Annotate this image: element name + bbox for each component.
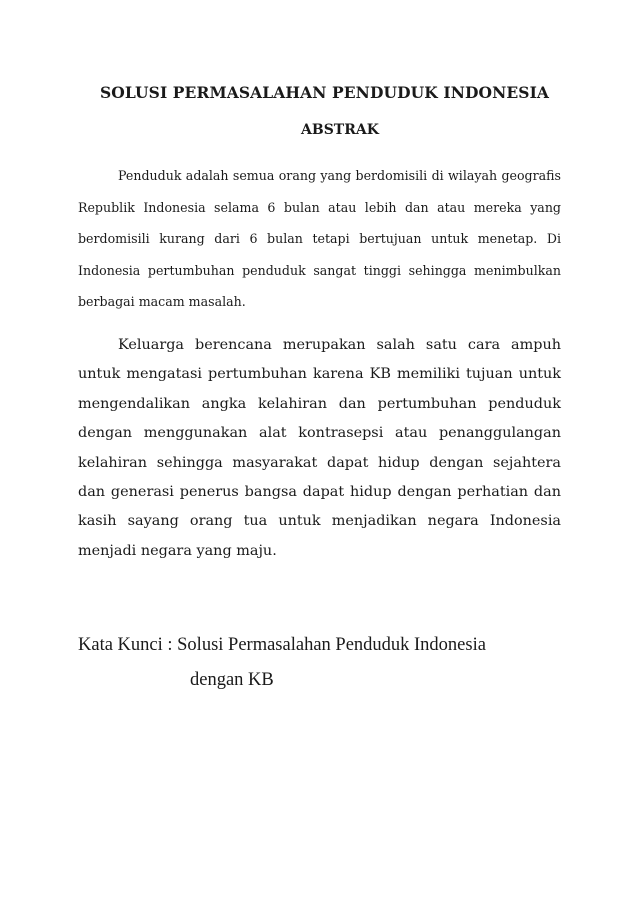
abstract-heading: ABSTRAK [301, 122, 379, 138]
keywords-line-1: Kata Kunci : Solusi Permasalahan Penduduk Indonesia [78, 635, 486, 655]
abstract-paragraph-2: Keluarga berencana merupakan salah satu cara ampuh untuk mengatasi pertumbuhan karena KB memiliki tujuan untuk mengendalikan angka kelahiran dan pertumbuhan penduduk dengan menggunakan alat kontrasepsi atau penanggulangan kelahiran sehingga masyarakat dapat hidup dengan sejahtera dan generasi penerus bangsa dapat hidup dengan perhatian dan kasih sayang orang tua untuk menjadikan negara Indonesia menjadi negara yang maju. [78, 337, 561, 559]
document-title: SOLUSI PERMASALAHAN PENDUDUK INDONESIA [100, 83, 550, 102]
abstract-paragraph-1: Penduduk adalah semua orang yang berdomisili di wilayah geografis Republik Indonesia selama 6 bulan atau lebih dan atau mereka yang berdomisili kurang dari 6 bulan tetapi bertujuan untuk menetap. Di Indonesia pertumbuhan penduduk sangat tinggi sehingga menimbulkan berbagai macam masalah. [78, 168, 561, 309]
keywords-line-2: dengan KB [190, 670, 274, 690]
keywords-block [78, 628, 578, 698]
